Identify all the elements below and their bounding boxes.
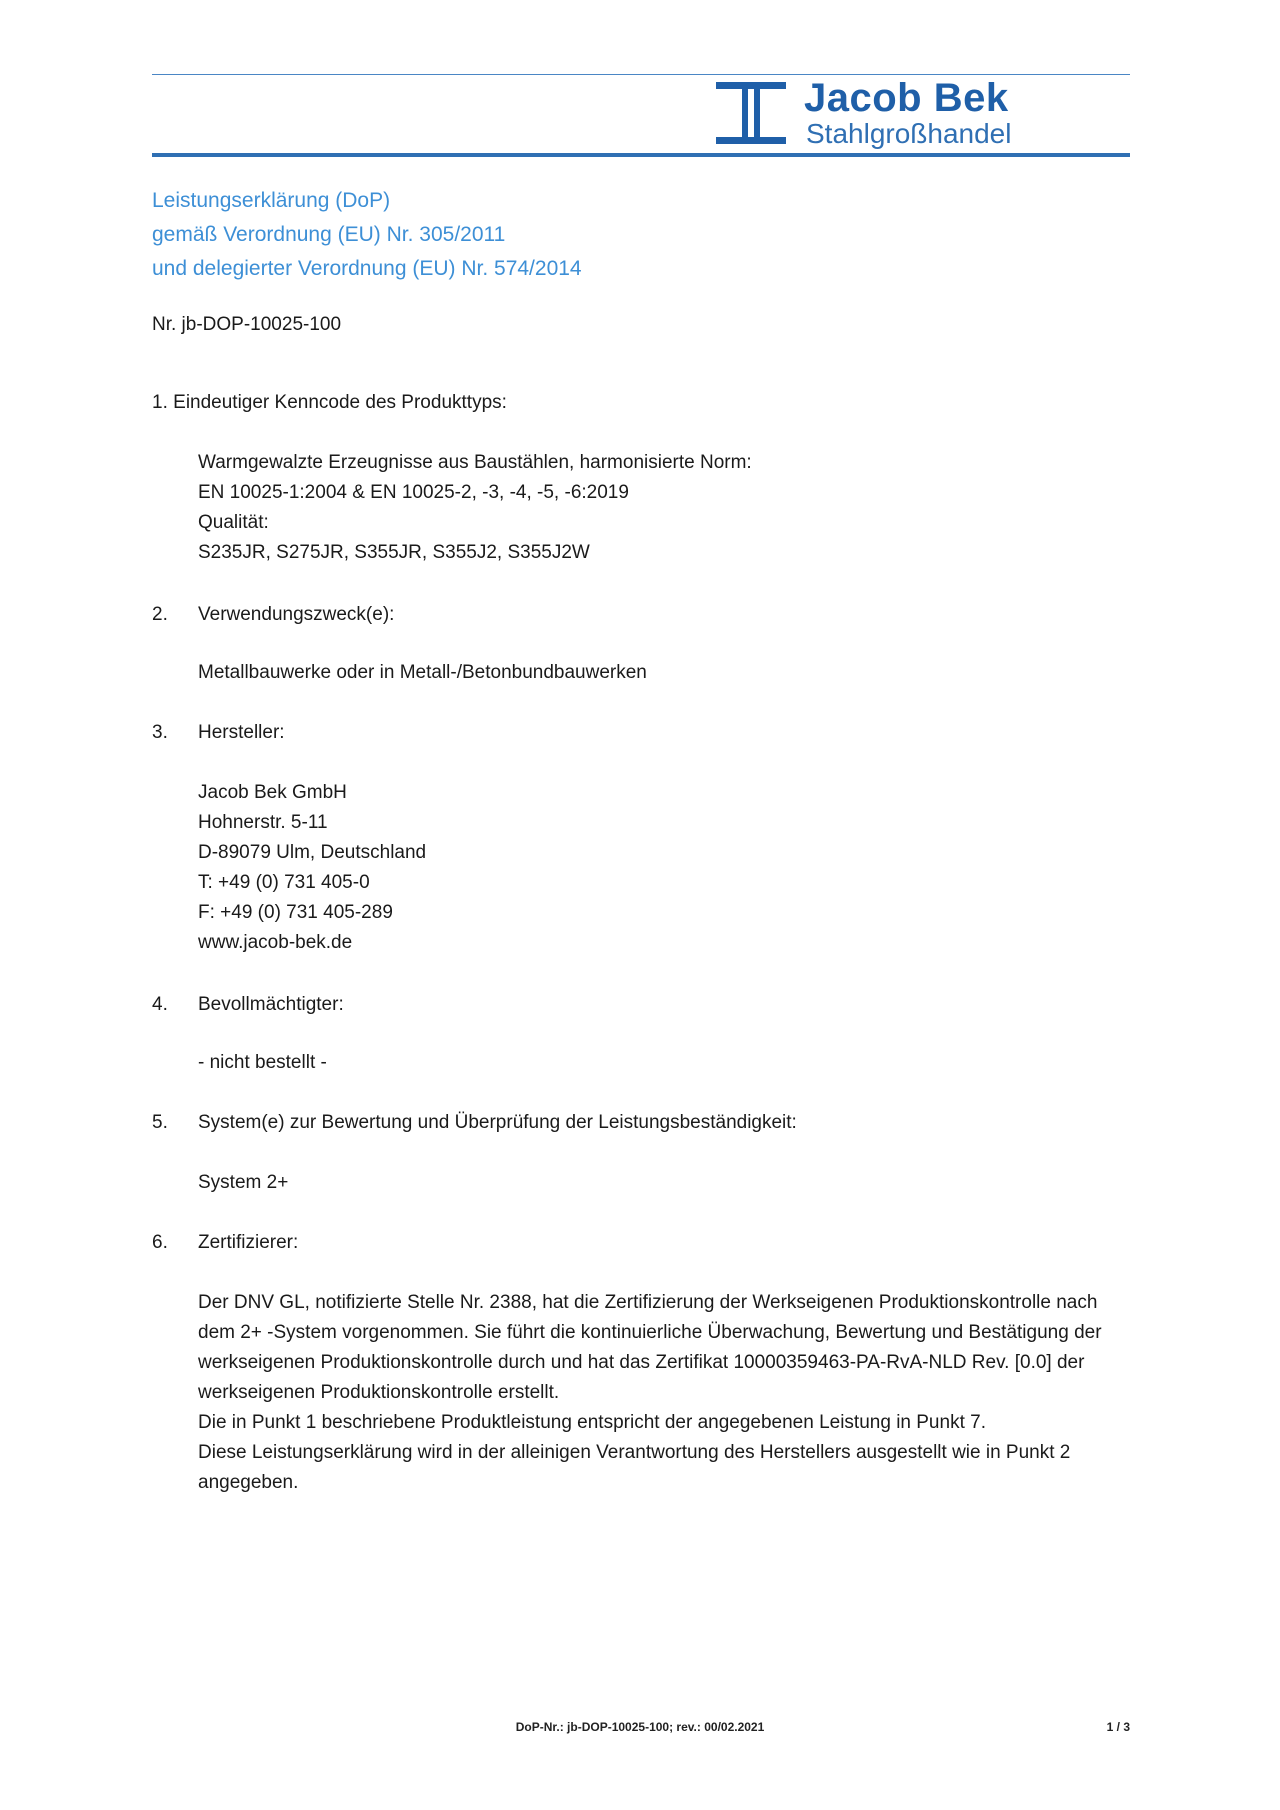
section-6-paragraph: Die in Punkt 1 beschriebene Produktleistung entspricht der angegebenen Leistung in Punkt 7. bbox=[198, 1412, 986, 1433]
section-5-title bbox=[152, 1112, 797, 1134]
section-6-paragraph: Der DNV GL, notifizierte Stelle Nr. 2388, hat die Zertifizierung der Werkseigenen Produktionskontrolle nach dem 2+ -System vorgenommen. Sie führt die kontinuierliche Überwachung, Bewertung und Bestätigung der werkseigenen Produktionskontrolle durch und hat das Zertifikat 10000359463-PA-RvA-NLD Rev. [0.0] der werkseigenen Produktionskontrolle erstellt. bbox=[198, 1292, 1102, 1403]
footer-doc-reference: DoP-Nr.: jb-DOP-10025-100; rev.: 00/02.2021 bbox=[515, 1720, 765, 1734]
section-4-title bbox=[152, 994, 344, 1016]
section-5-number: 5. bbox=[152, 1112, 168, 1133]
section-6-label: Zertifizierer: bbox=[198, 1232, 299, 1253]
section-2-number: 2. bbox=[152, 604, 168, 625]
manufacturer-fax: F: +49 (0) 731 405-289 bbox=[198, 902, 393, 923]
company-name: Jacob Bek bbox=[804, 76, 1009, 120]
section-4-body bbox=[198, 1048, 327, 1078]
section-1-number: 1. bbox=[152, 392, 168, 413]
manufacturer-city: D-89079 Ulm, Deutschland bbox=[198, 842, 427, 863]
section-1-line: Warmgewalzte Erzeugnisse aus Baustählen, harmonisierte Norm: bbox=[198, 452, 752, 473]
section-6-number: 6. bbox=[152, 1232, 168, 1253]
document-heading bbox=[152, 184, 582, 286]
section-5-body bbox=[198, 1168, 288, 1198]
section-3-title bbox=[152, 722, 285, 744]
section-1-body bbox=[198, 448, 752, 568]
section-5-line: System 2+ bbox=[198, 1172, 289, 1193]
header-rule-top bbox=[152, 74, 1130, 75]
company-tagline: Stahlgroßhandel bbox=[806, 118, 1012, 149]
section-1-title bbox=[152, 392, 507, 414]
document-number: Nr. jb-DOP-10025-100 bbox=[152, 314, 342, 335]
section-4-line: - nicht bestellt - bbox=[198, 1052, 327, 1073]
manufacturer-name: Jacob Bek GmbH bbox=[198, 782, 347, 803]
section-2-label: Verwendungszweck(e): bbox=[198, 604, 395, 625]
section-1-line: S235JR, S275JR, S355JR, S355J2, S355J2W bbox=[198, 542, 590, 563]
section-6-paragraph: Diese Leistungserklärung wird in der alleinigen Verantwortung des Herstellers ausgestellt wie in Punkt 2 angegeben. bbox=[198, 1442, 1071, 1493]
section-5-label: System(e) zur Bewertung und Überprüfung der Leistungsbeständigkeit: bbox=[198, 1112, 797, 1133]
manufacturer-website[interactable]: www.jacob-bek.de bbox=[198, 932, 353, 953]
section-2-title bbox=[152, 604, 394, 626]
section-6-body bbox=[198, 1288, 1128, 1498]
section-1-line: Qualität: bbox=[198, 512, 269, 533]
section-4-label: Bevollmächtigter: bbox=[198, 994, 344, 1015]
section-3-number: 3. bbox=[152, 722, 168, 743]
section-6-title bbox=[152, 1232, 298, 1254]
heading-line-1: Leistungserklärung (DoP) bbox=[152, 189, 391, 212]
section-1-label: Eindeutiger Kenncode des Produkttyps: bbox=[173, 392, 507, 413]
heading-line-3: und delegierter Verordnung (EU) Nr. 574/2014 bbox=[152, 257, 582, 280]
heading-line-2: gemäß Verordnung (EU) Nr. 305/2011 bbox=[152, 223, 506, 246]
section-3-body bbox=[198, 778, 426, 958]
header-rule-bottom bbox=[152, 153, 1130, 157]
section-3-label: Hersteller: bbox=[198, 722, 285, 743]
section-4-number: 4. bbox=[152, 994, 168, 1015]
manufacturer-phone: T: +49 (0) 731 405-0 bbox=[198, 872, 370, 893]
section-2-line: Metallbauwerke oder in Metall-/Betonbundbauwerken bbox=[198, 662, 647, 683]
section-2-body bbox=[198, 658, 647, 688]
footer-page-number: 1 / 3 bbox=[1106, 1720, 1130, 1734]
company-logo-icon bbox=[716, 82, 786, 144]
section-1-line: EN 10025-1:2004 & EN 10025-2, -3, -4, -5, -6:2019 bbox=[198, 482, 629, 503]
manufacturer-street: Hohnerstr. 5-11 bbox=[198, 812, 328, 833]
